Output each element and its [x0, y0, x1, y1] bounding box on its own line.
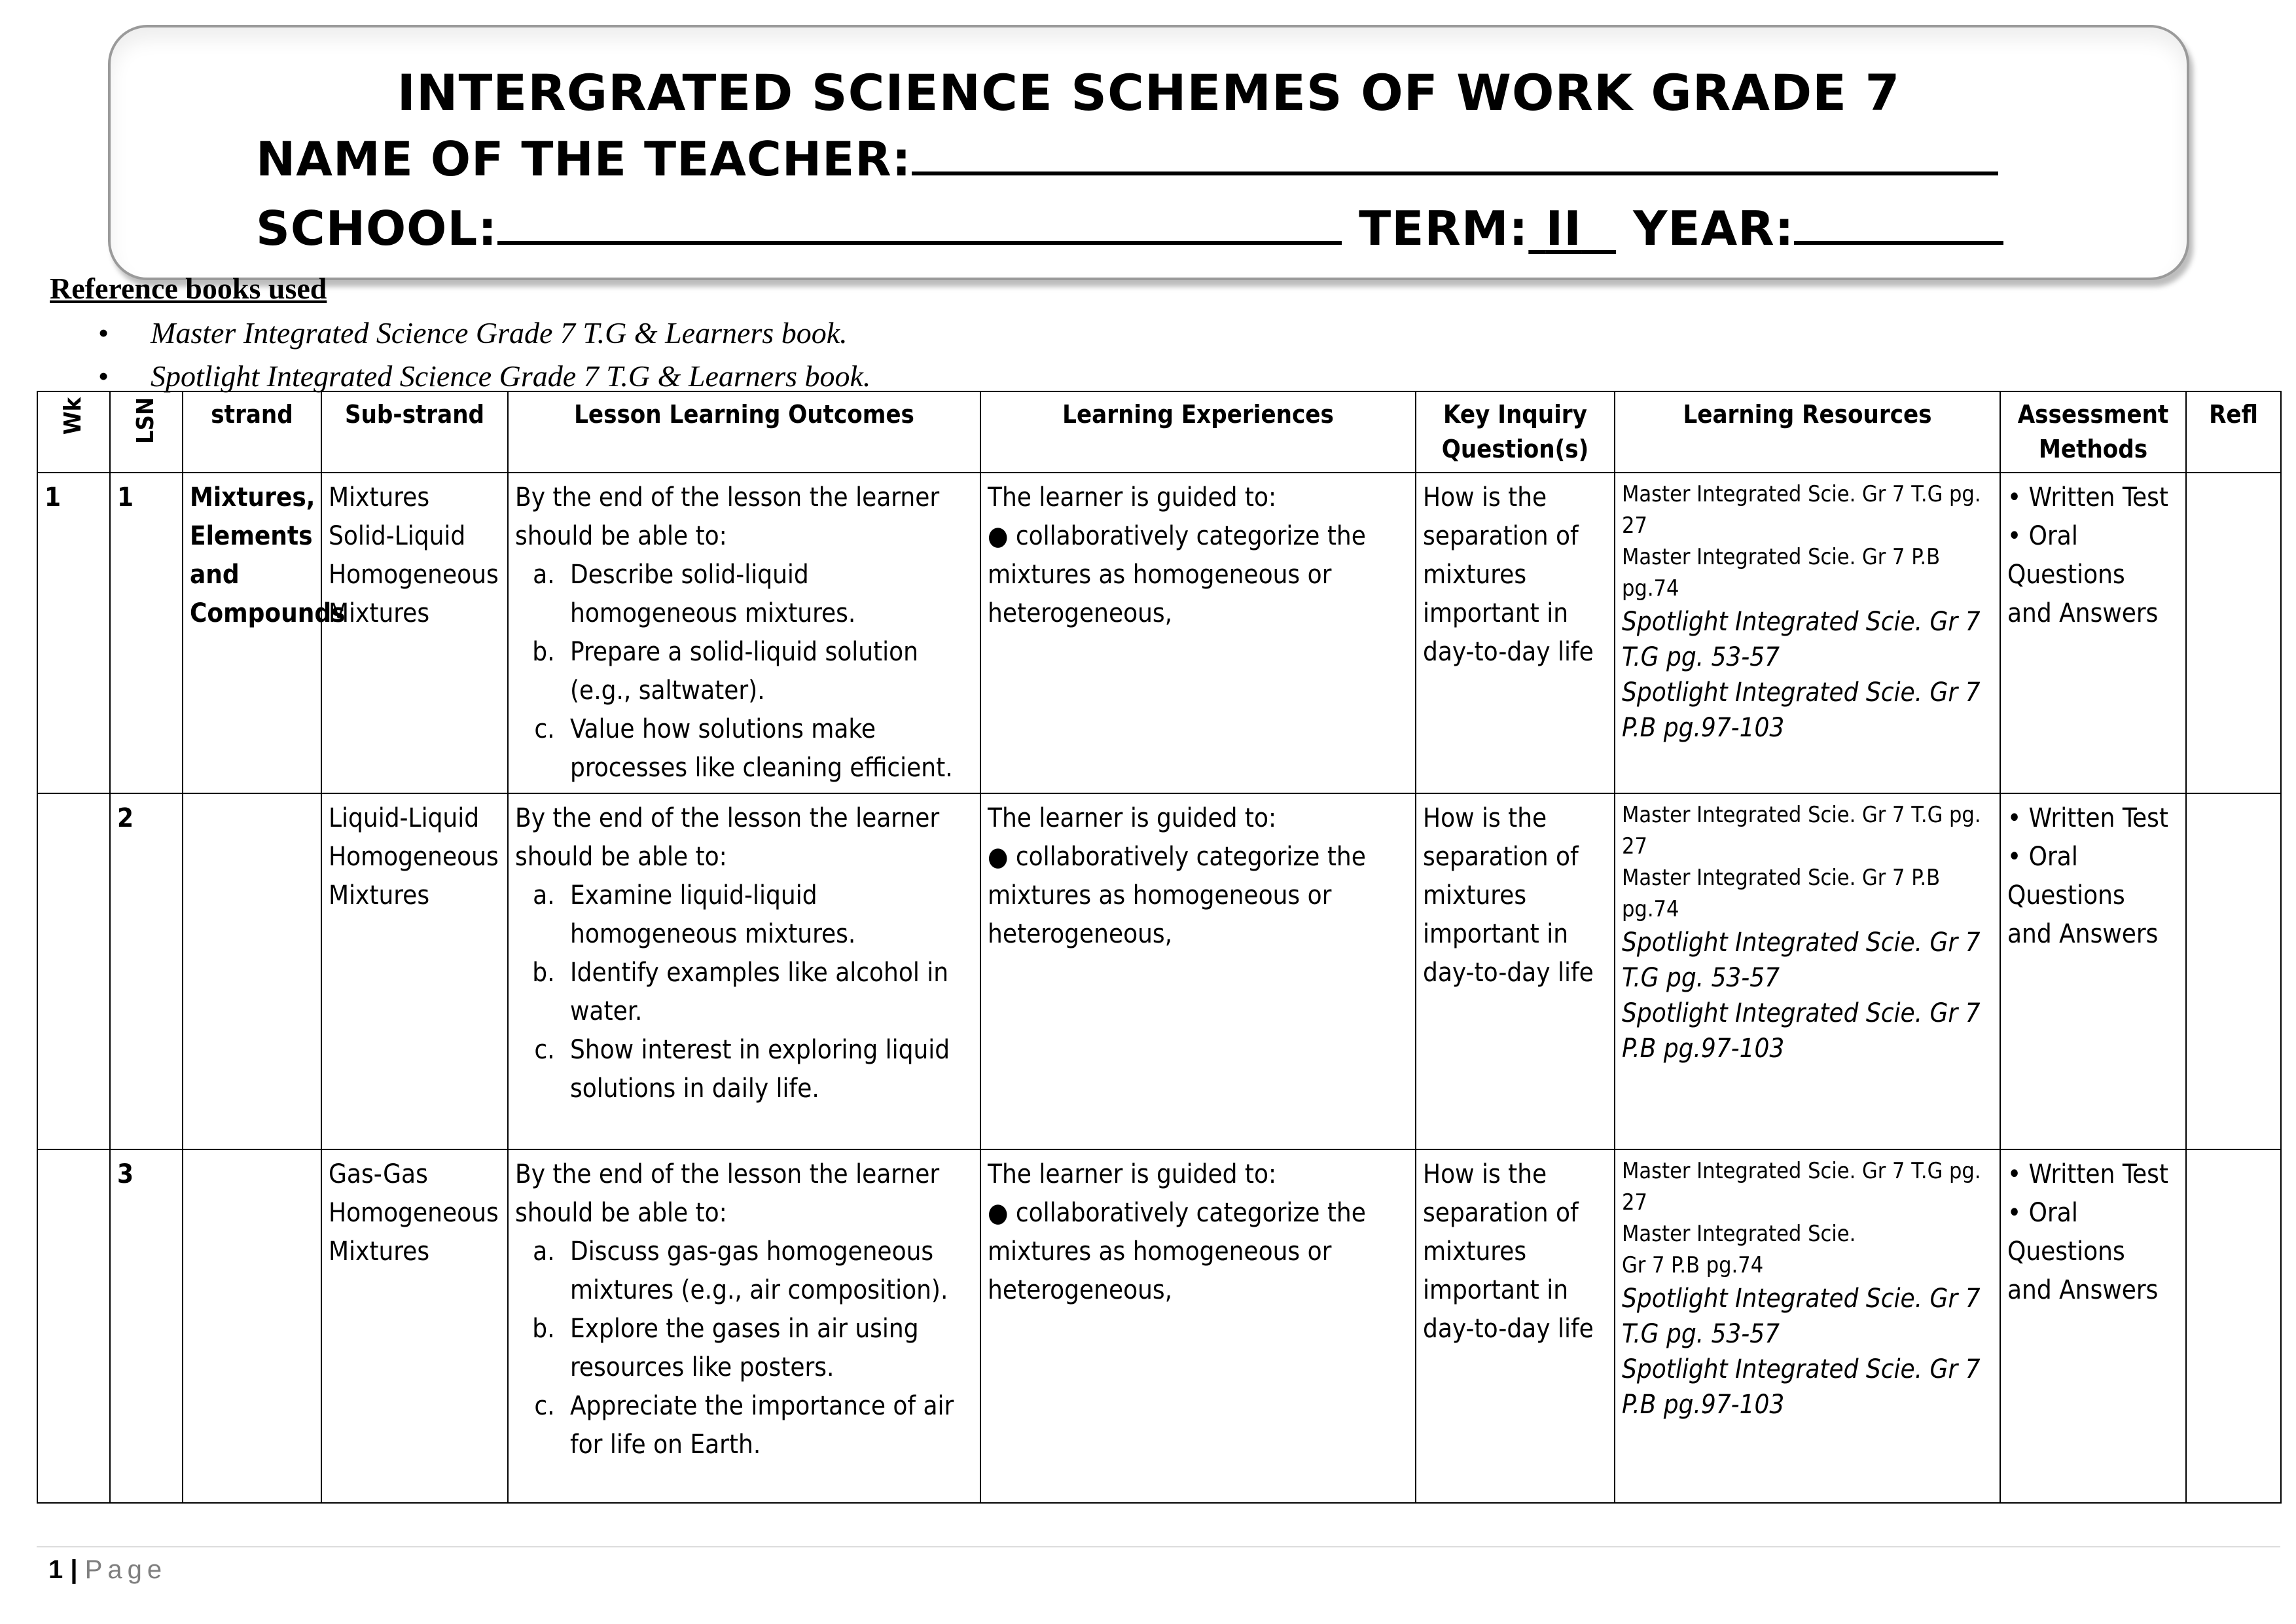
cell-resources: Master Integrated Scie. Gr 7 T.G pg. 27 Master Integrated Scie. Gr 7 P.B pg.74 Spotlight Integrated Scie. Gr 7 T.G pg. 53-57 Spotlight Integrated Scie. Gr 7 P.B pg.97-103	[1615, 793, 2000, 1149]
term-value: II	[1545, 201, 1582, 256]
cell-refl	[2186, 793, 2281, 1149]
cell-sub-strand: Gas-Gas Homogeneous Mixtures	[321, 1149, 508, 1503]
footer-divider	[37, 1546, 2280, 1547]
col-header-outcomes: Lesson Learning Outcomes	[508, 391, 980, 473]
col-header-assessment: Assessment Methods	[2000, 391, 2186, 473]
outcome-item: c. Show interest in exploring liquid solutions in daily life.	[562, 1031, 973, 1108]
cell-resources: Master Integrated Scie. Gr 7 T.G pg. 27 Master Integrated Scie. Gr 7 P.B pg.74 Spotlight Integrated Scie. Gr 7 T.G pg. 53-57 Spotlight Integrated Scie. Gr 7 P.B pg.97-103	[1615, 473, 2000, 793]
cell-refl	[2186, 1149, 2281, 1503]
year-blank	[1794, 203, 2003, 245]
cell-inquiry: How is the separation of mixtures important in day-to-day life	[1416, 473, 1615, 793]
references-title: Reference books used	[50, 272, 327, 305]
outcome-item: c. Value how solutions make processes like cleaning efficient.	[562, 710, 973, 787]
cell-outcomes: By the end of the lesson the learner should be able to: a. Examine liquid-liquid homogeneous mixtures. b. Identify examples like alcohol in water. c. Show interest in exploring liquid solutions in daily life.	[508, 793, 980, 1149]
col-header-experiences: Learning Experiences	[980, 391, 1416, 473]
outcome-item: c. Appreciate the importance of air for life on Earth.	[562, 1387, 973, 1464]
cell-assessment: • Written Test • Oral Questions and Answers	[2000, 793, 2186, 1149]
cell-inquiry: How is the separation of mixtures important in day-to-day life	[1416, 793, 1615, 1149]
col-header-wk: Wk	[37, 391, 110, 473]
table-row	[37, 473, 2281, 793]
term-label: TERM:	[1359, 201, 1529, 256]
outcome-item: b. Prepare a solid-liquid solution (e.g., saltwater).	[562, 633, 973, 710]
col-header-lsn: LSN	[110, 391, 183, 473]
cell-experiences: The learner is guided to: ● collaboratively categorize the mixtures as homogeneous or heterogeneous,	[980, 1149, 1416, 1503]
cell-refl	[2186, 473, 2281, 793]
cell-strand	[183, 1149, 321, 1503]
teacher-name-line	[256, 132, 1998, 187]
cell-wk	[37, 1149, 110, 1503]
page-number: 1	[48, 1555, 63, 1584]
table-row	[37, 793, 2281, 1149]
cell-strand	[183, 793, 321, 1149]
cell-resources: Master Integrated Scie. Gr 7 T.G pg. 27 Master Integrated Scie. Gr 7 P.B pg.74 Spotlight Integrated Scie. Gr 7 T.G pg. 53-57 Spotlight Integrated Scie. Gr 7 P.B pg.97-103	[1615, 1149, 2000, 1503]
col-header-inquiry: Key Inquiry Question(s)	[1416, 391, 1615, 473]
school-label: SCHOOL:	[256, 201, 498, 256]
cell-inquiry: How is the separation of mixtures important in day-to-day life	[1416, 1149, 1615, 1503]
cell-assessment: • Written Test • Oral Questions and Answers	[2000, 473, 2186, 793]
cell-strand: Mixtures, Elements and Compounds	[183, 473, 321, 793]
col-header-resources: Learning Resources	[1615, 391, 2000, 473]
col-header-sub-strand: Sub-strand	[321, 391, 508, 473]
cell-wk: 1	[37, 473, 110, 793]
outcome-item: b. Explore the gases in air using resources like posters.	[562, 1310, 973, 1387]
cell-experiences: The learner is guided to: ● collaboratively categorize the mixtures as homogeneous or heterogeneous,	[980, 793, 1416, 1149]
year-label: YEAR:	[1633, 201, 1795, 256]
cell-assessment: • Written Test • Oral Questions and Answers	[2000, 1149, 2186, 1503]
cell-lsn: 1	[110, 473, 183, 793]
references-list	[98, 312, 870, 398]
table-header-row	[37, 391, 2281, 473]
cell-lsn: 3	[110, 1149, 183, 1503]
scheme-table	[37, 391, 2282, 1504]
outcome-item: a. Examine liquid-liquid homogeneous mixtures.	[562, 876, 973, 954]
col-header-refl: Refl	[2186, 391, 2281, 473]
school-term-year-line	[256, 201, 2003, 256]
header-box	[108, 25, 2189, 280]
document-title: INTERGRATED SCIENCE SCHEMES OF WORK GRADE 7	[397, 63, 1901, 122]
outcome-item: a. Describe solid-liquid homogeneous mixtures.	[562, 556, 973, 633]
reference-item: • Master Integrated Science Grade 7 T.G & Learners book.	[98, 316, 848, 350]
table-row	[37, 1149, 2281, 1503]
school-blank	[497, 203, 1342, 245]
page-separator: |	[70, 1555, 78, 1584]
col-header-strand: strand	[183, 391, 321, 473]
cell-wk	[37, 793, 110, 1149]
page-footer	[48, 1555, 167, 1585]
cell-outcomes: By the end of the lesson the learner should be able to: a. Describe solid-liquid homogeneous mixtures. b. Prepare a solid-liquid solution (e.g., saltwater). c. Value how solutions make processes like cleaning efficient.	[508, 473, 980, 793]
cell-outcomes: By the end of the lesson the learner should be able to: a. Discuss gas-gas homogeneous mixtures (e.g., air composition). b. Explore the gases in air using resources like posters. c. Appreciate the importance of air for life on Earth.	[508, 1149, 980, 1503]
teacher-name-blank	[912, 134, 1998, 175]
cell-experiences: The learner is guided to: ● collaboratively categorize the mixtures as homogeneous or heterogeneous,	[980, 473, 1416, 793]
outcome-item: a. Discuss gas-gas homogeneous mixtures (e.g., air composition).	[562, 1233, 973, 1310]
page-word: Page	[84, 1555, 168, 1584]
cell-sub-strand: Liquid-Liquid Homogeneous Mixtures	[321, 793, 508, 1149]
outcome-item: b. Identify examples like alcohol in water.	[562, 954, 973, 1031]
teacher-label: NAME OF THE TEACHER:	[256, 132, 912, 187]
cell-lsn: 2	[110, 793, 183, 1149]
cell-sub-strand: Mixtures Solid-Liquid Homogeneous Mixtures	[321, 473, 508, 793]
reference-item: • Spotlight Integrated Science Grade 7 T.G & Learners book.	[98, 359, 871, 393]
